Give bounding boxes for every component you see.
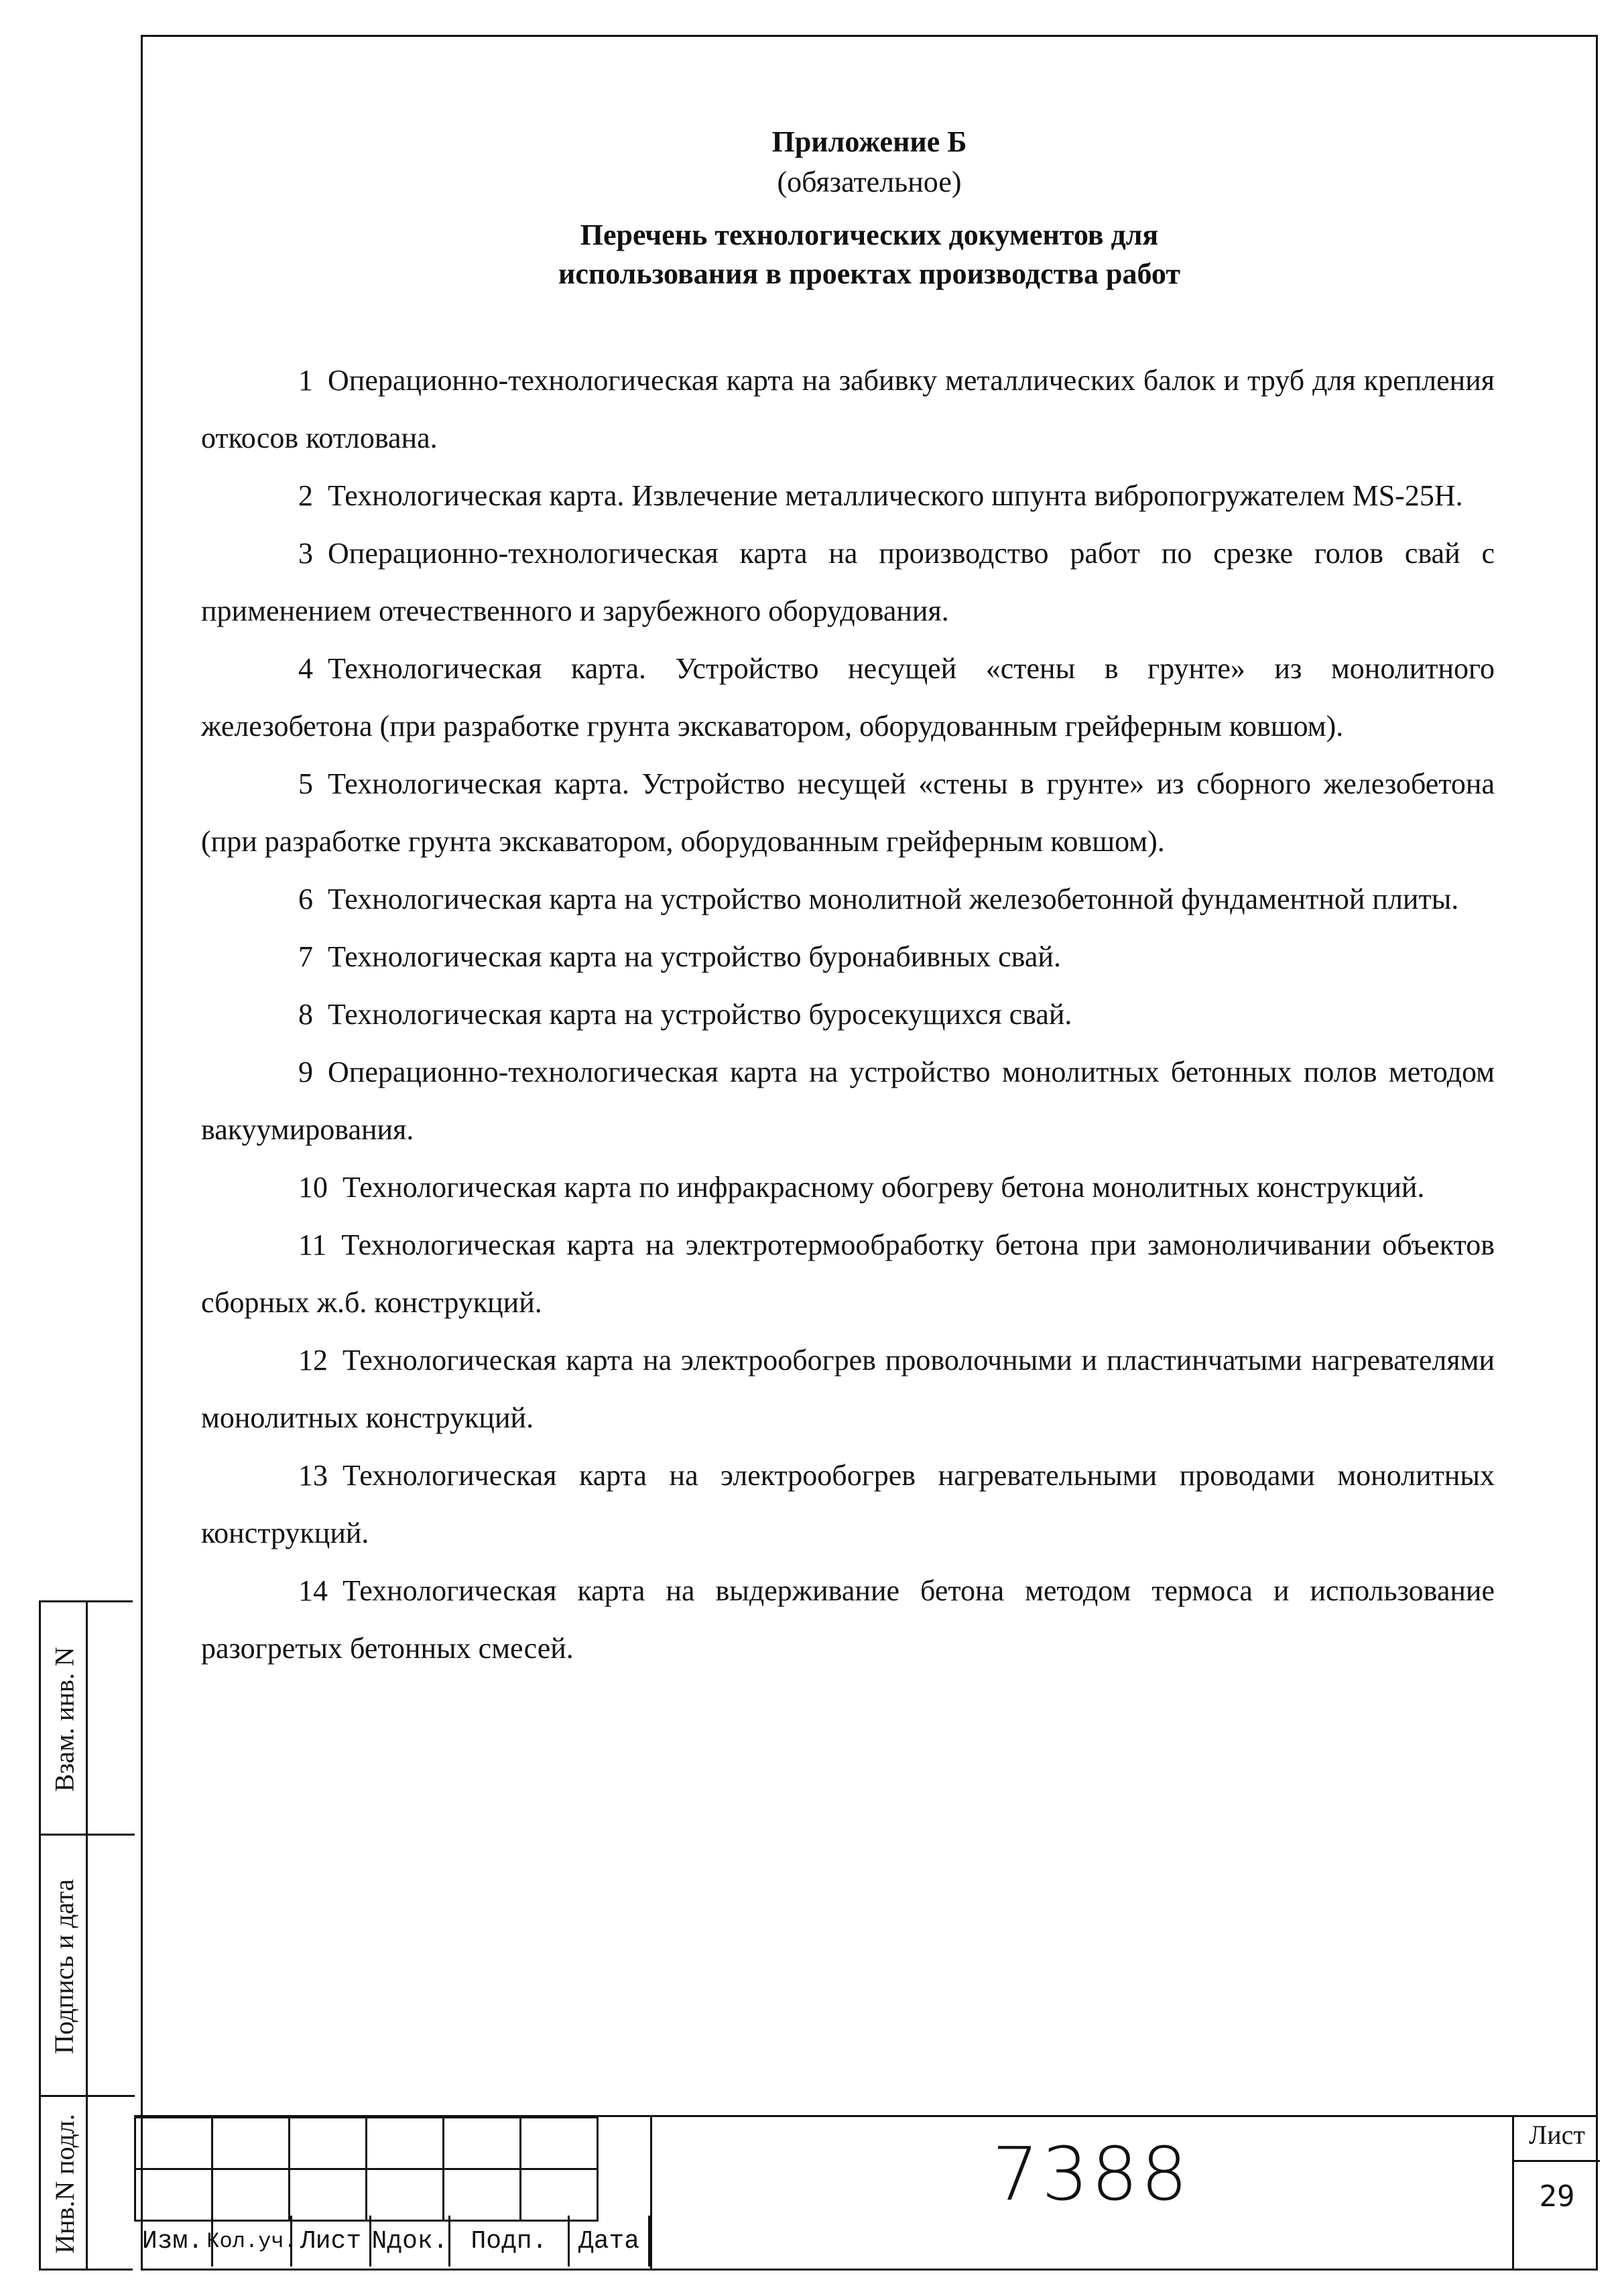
item-text: Технологическая карта на электрообогрев проволочными и пластинчатыми нагревателями монолитных конструкций. — [201, 1344, 1495, 1434]
appendix-note: (обязательное) — [777, 166, 962, 198]
item-number: 4 — [298, 652, 313, 685]
item-number: 12 — [298, 1344, 328, 1377]
signature-date-label: Подпись и дата — [49, 1878, 80, 2054]
appendix-title: Приложение Б — [771, 125, 967, 158]
item-text: Технологическая карта на устройство буронабивных свай. — [328, 940, 1061, 973]
item-text: Технологическая карта. Извлечение металлического шпунта вибропогружателем MS-25H. — [328, 479, 1463, 512]
inv-podl-label: Инв.N подл. — [49, 2114, 80, 2254]
side-cell-signature-value — [88, 1836, 135, 2097]
list-item — [201, 928, 1495, 986]
list-item — [201, 352, 1495, 467]
list-item — [201, 1447, 1495, 1562]
item-text: Технологическая карта на устройство буросекущихся свай. — [328, 998, 1072, 1031]
list-title-line2: использования в проектах производства работ — [558, 257, 1180, 290]
vzam-inv-label: Взам. инв. N — [49, 1646, 80, 1792]
item-number: 6 — [298, 883, 313, 915]
list-item — [201, 467, 1495, 525]
item-number: 7 — [298, 940, 313, 973]
izm-label: Изм. — [134, 2216, 213, 2267]
kol-uch-label: Кол.уч. — [213, 2216, 292, 2267]
document-number: 7388 — [992, 2131, 1190, 2217]
title-block-divider — [650, 2115, 652, 2271]
list-item — [201, 1216, 1495, 1332]
n-dok-label: Nдок. — [371, 2216, 450, 2267]
side-cell-inv-value — [88, 2097, 135, 2271]
list-item — [201, 640, 1495, 755]
sheet-label: Лист — [1514, 2119, 1600, 2162]
item-text: Технологическая карта на устройство монолитной железобетонной фундаментной плиты. — [328, 883, 1459, 915]
item-text: Технологическая карта по инфракрасному обогреву бетона монолитных конструкций. — [342, 1171, 1425, 1204]
item-text: Операционно-технологическая карта на устройство монолитных бетонных полов методом вакуумирования. — [201, 1056, 1495, 1146]
list-label: Лист — [292, 2216, 371, 2267]
title-block-header-row — [134, 2216, 650, 2267]
item-text: Технологическая карта на выдерживание бетона методом термоса и использование разогретых бетонных смесей. — [201, 1574, 1495, 1665]
title-block-grid — [134, 2116, 599, 2222]
item-text: Технологическая карта на электрообогрев нагревательными проводами монолитных конструкций. — [201, 1459, 1495, 1549]
item-number: 3 — [298, 537, 313, 570]
item-number: 14 — [298, 1574, 328, 1607]
list-item — [201, 1043, 1495, 1159]
sheet-box — [1512, 2115, 1598, 2271]
list-item — [201, 871, 1495, 928]
list-item — [201, 986, 1495, 1043]
item-text: Операционно-технологическая карта на забивку металлических балок и труб для крепления откосов котлована. — [201, 364, 1495, 454]
side-cell-vzam-value — [88, 1602, 135, 1836]
item-text: Технологическая карта на электротермообработку бетона при замоноличивании объектов сборных ж.б. конструкций. — [201, 1228, 1495, 1319]
item-number: 1 — [298, 364, 313, 397]
item-number: 8 — [298, 998, 313, 1031]
item-number: 10 — [298, 1171, 328, 1204]
data-label: Дата — [570, 2216, 650, 2267]
item-text: Технологическая карта. Устройство несущей «стены в грунте» из монолитного железобетона (при разработке грунта экскаватором, оборудованным грейферным ковшом). — [201, 652, 1495, 743]
document-list — [201, 352, 1495, 1677]
item-number: 11 — [298, 1228, 327, 1261]
item-text: Операционно-технологическая карта на производство работ по срезке голов свай с применением отечественного и зарубежного оборудования. — [201, 537, 1495, 627]
list-item — [201, 1332, 1495, 1447]
item-text: Технологическая карта. Устройство несущей «стены в грунте» из сборного железобетона (при разработке грунта экскаватором, оборудованным грейферным ковшом). — [201, 767, 1495, 858]
list-item — [201, 755, 1495, 871]
item-number: 5 — [298, 767, 313, 800]
list-title — [141, 216, 1598, 294]
list-title-line1: Перечень технологических документов для — [580, 218, 1159, 251]
item-number: 2 — [298, 479, 313, 512]
podp-label: Подп. — [450, 2216, 570, 2267]
list-item — [201, 1159, 1495, 1216]
item-number: 13 — [298, 1459, 328, 1492]
item-number: 9 — [298, 1056, 313, 1088]
side-stamp — [39, 1600, 133, 2271]
list-item — [201, 525, 1495, 640]
list-item — [201, 1562, 1495, 1677]
sheet-number: 29 — [1539, 2179, 1575, 2214]
